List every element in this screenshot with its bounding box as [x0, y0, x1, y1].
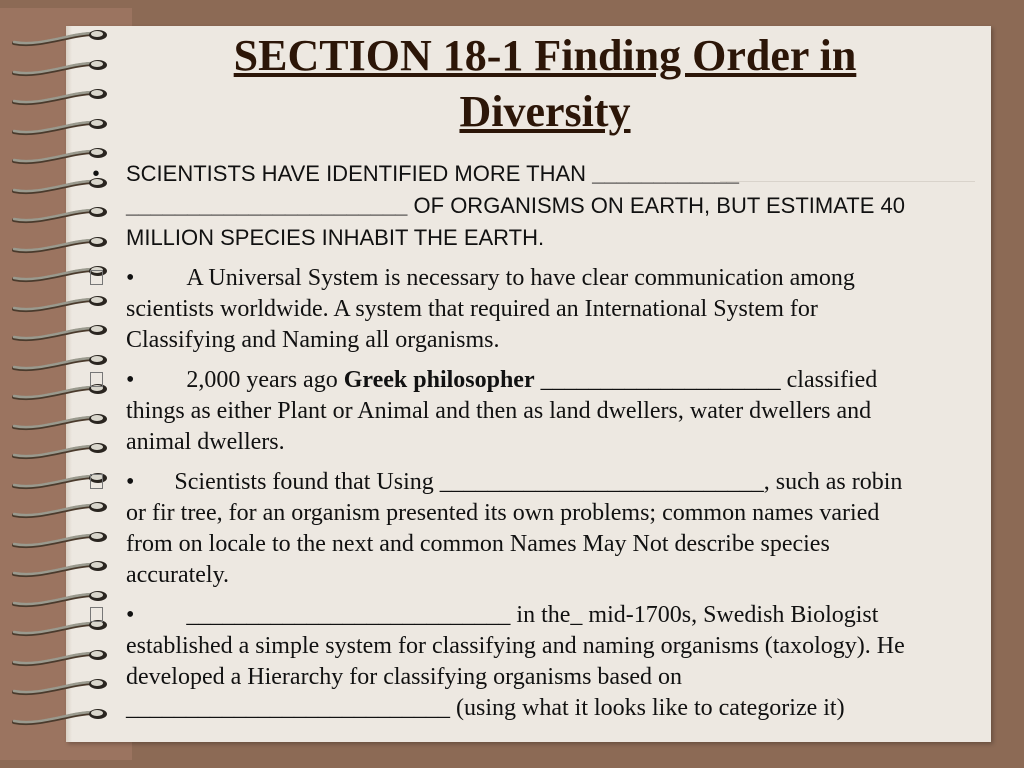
- bullet-text-b: ____________________ classified things as either Plant or Animal and then as land dwellers, water dwellers and animal dwellers.: [126, 367, 878, 455]
- sub-bullet-dot-icon: •: [126, 367, 135, 393]
- checkbox-icon: [84, 467, 108, 499]
- sub-bullet-dot-icon: •: [126, 469, 135, 495]
- checkbox-icon: [84, 600, 108, 632]
- checkbox-icon: [84, 365, 108, 397]
- bullet-text-a: SCIENTISTS HAVE IDENTIFIED MORE THAN: [126, 161, 593, 186]
- title-line-1: SECTION 18-1 Finding Order in: [233, 31, 857, 80]
- slide-title: [150, 28, 940, 140]
- sub-bullet-dot-icon: •: [126, 602, 135, 628]
- bullet-dot-icon: •: [92, 163, 100, 185]
- spiral-ring-icon: [10, 117, 110, 139]
- title-line-2: Diversity: [459, 87, 631, 136]
- bullet-text-b: OF ORGANISMS ON EARTH, BUT ESTIMATE 40 MILLION SPECIES INHABIT THE EARTH.: [126, 193, 905, 250]
- answer-blank: ____________: [592, 161, 739, 186]
- bullet-text: A Universal System is necessary to have clear communication among scientists worldwide. A system that required an International System for Classifying and Naming all organisms.: [126, 265, 855, 353]
- bullet-item-common-names: [84, 467, 924, 591]
- bullet-item-universal-system: [84, 263, 924, 356]
- bullet-item-greek-philosopher: [84, 365, 924, 458]
- bullet-item-linnaeus: [84, 600, 924, 724]
- checkbox-icon: [84, 263, 108, 295]
- spiral-ring-icon: [10, 28, 110, 50]
- sub-bullet-dot-icon: •: [126, 265, 135, 291]
- spiral-ring-icon: [10, 87, 110, 109]
- bullet-text: Scientists found that Using ___________________________, such as robin or fir tree, for an organism presented its own problems; common names varied from on locale to the next and common Names May Not describe species accurately.: [126, 469, 903, 588]
- spiral-ring-icon: [10, 58, 110, 80]
- bullet-text-a: 2,000 years ago: [186, 367, 344, 393]
- bullet-text: ___________________________ in the_ mid-1700s, Swedish Biologist established a simple system for classifying and naming organisms (taxology). He developed a Hierarchy for classifying organisms based on ___________________________ (using what it looks like to categorize it): [126, 602, 905, 721]
- answer-blank: _______________________: [126, 193, 408, 218]
- bullet-list: [84, 158, 924, 733]
- bold-term: Greek philosopher: [343, 367, 535, 393]
- bullet-item-species-count: [84, 158, 924, 254]
